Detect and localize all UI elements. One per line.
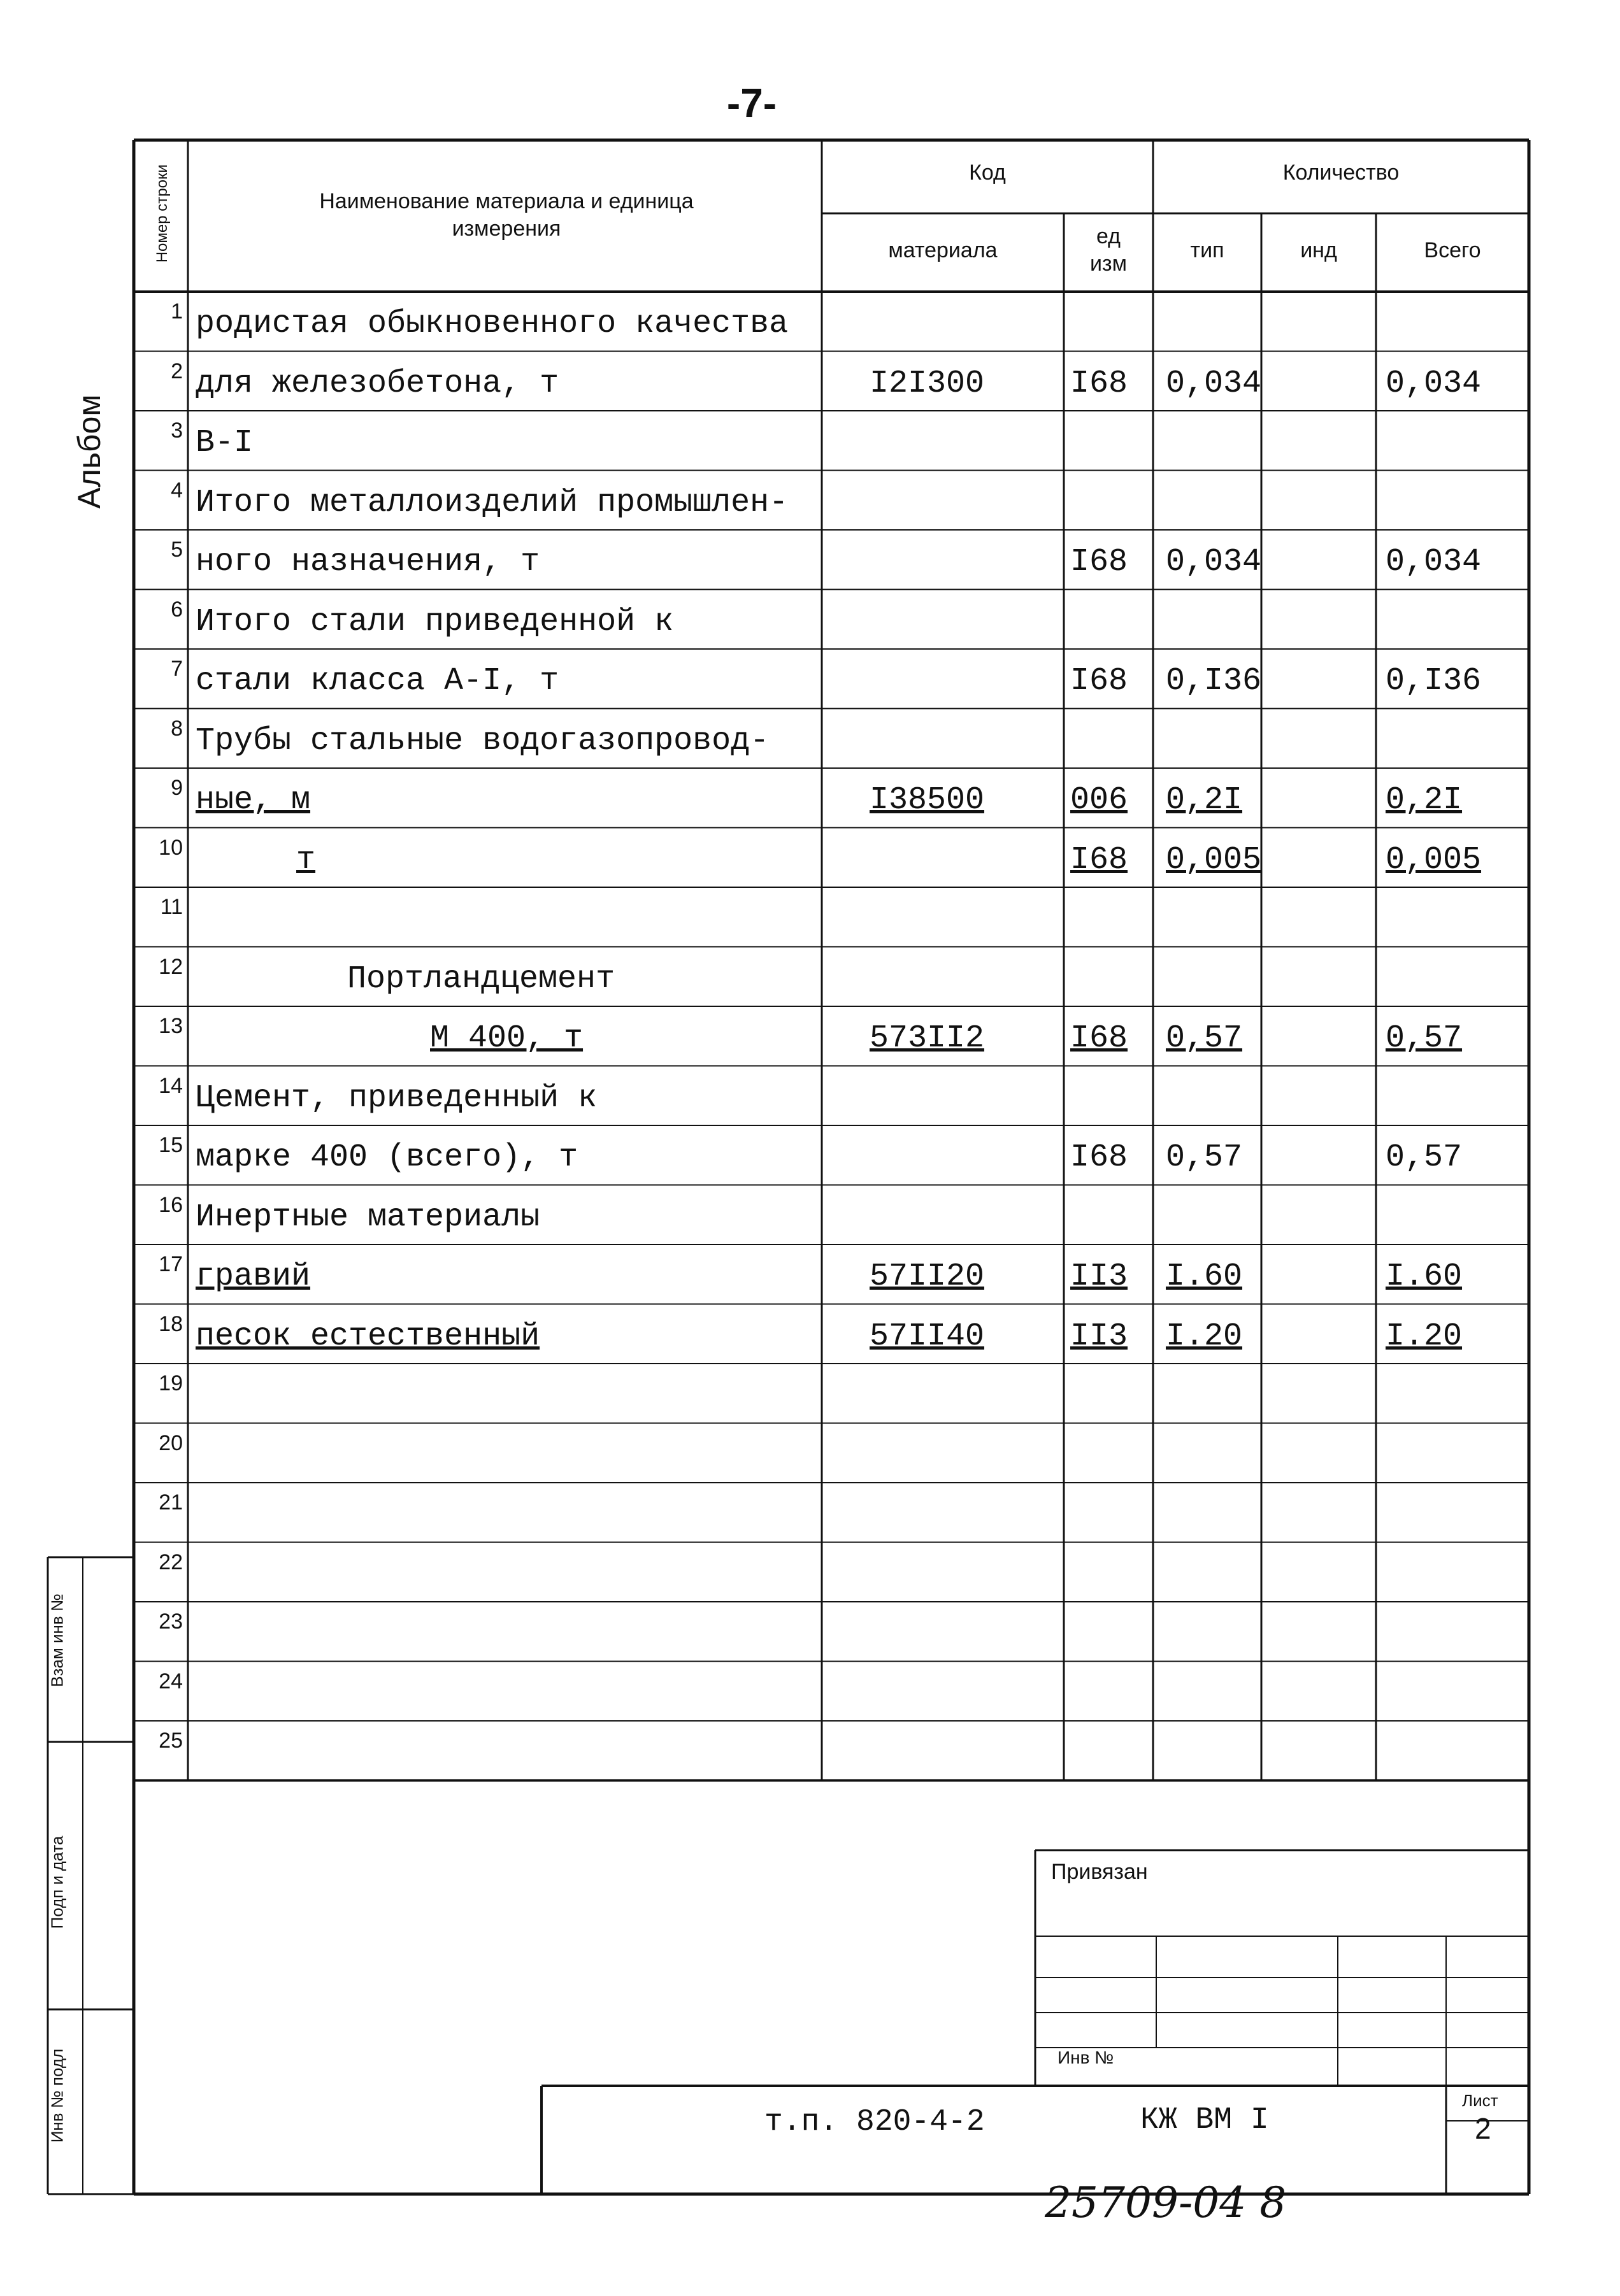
row-15-total: 0,57 <box>1386 1139 1463 1176</box>
row-14-number: 14 <box>159 1073 183 1098</box>
stamp-vzam-label: Взам инв № <box>47 1594 67 1687</box>
row-8-number: 8 <box>171 716 183 741</box>
row-5-number: 5 <box>171 538 183 562</box>
row-18-number: 18 <box>159 1311 183 1336</box>
row-17-total: I.60 <box>1386 1259 1463 1295</box>
row-7-typ: 0,I36 <box>1166 663 1262 699</box>
header-unit: ед изм <box>1090 224 1127 276</box>
title-block-privyazan: Привязан <box>1051 1860 1148 1884</box>
row-17-code: 57II20 <box>870 1259 985 1295</box>
row-3-name: В-I <box>196 425 254 461</box>
row-7-total: 0,I36 <box>1386 663 1482 699</box>
row-4-number: 4 <box>171 478 183 503</box>
row-15-name: марке 400 (всего), т <box>196 1139 578 1176</box>
row-9-unit: 006 <box>1070 782 1128 818</box>
page-number: -7- <box>726 80 777 126</box>
row-11-number: 11 <box>160 895 183 919</box>
row-4-name: Итого металлоизделий промышлен- <box>196 484 789 521</box>
row-10-number: 10 <box>159 835 183 860</box>
row-2-unit: I68 <box>1070 365 1128 402</box>
handwritten-archive-number: 25709-04 8 <box>1045 2178 1287 2227</box>
header-total: Всего <box>1424 238 1481 262</box>
row-6-number: 6 <box>171 597 183 622</box>
row-1-name: родистая обыкновенного качества <box>196 306 789 342</box>
row-17-unit: II3 <box>1070 1259 1128 1295</box>
header-quantity: Количество <box>1282 160 1400 185</box>
row-3-number: 3 <box>171 418 183 443</box>
row-10-total: 0,005 <box>1386 841 1482 878</box>
row-2-typ: 0,034 <box>1166 365 1262 402</box>
row-7-number: 7 <box>171 657 183 681</box>
row-19-number: 19 <box>159 1371 183 1395</box>
row-2-name: для железобетона, т <box>196 365 559 402</box>
row-18-total: I.20 <box>1386 1318 1463 1355</box>
row-18-unit: II3 <box>1070 1318 1128 1355</box>
row-16-number: 16 <box>159 1192 183 1217</box>
row-5-total: 0,034 <box>1386 544 1482 580</box>
header-ind: инд <box>1300 238 1337 262</box>
row-10-unit: I68 <box>1070 841 1128 878</box>
row-12-name: Портландцемент <box>347 960 615 997</box>
row-16-name: Инертные материалы <box>196 1199 540 1236</box>
row-13-number: 13 <box>159 1014 183 1038</box>
title-block-sheet-label: Лист <box>1462 2091 1498 2110</box>
row-13-name: М 400, т <box>430 1020 584 1057</box>
album-margin-label: Альбом <box>71 394 107 509</box>
row-9-number: 9 <box>171 776 183 800</box>
row-17-number: 17 <box>159 1252 183 1276</box>
row-5-name: ного назначения, т <box>196 544 540 580</box>
row-7-unit: I68 <box>1070 663 1128 699</box>
row-7-name: стали класса А-I, т <box>196 663 559 699</box>
row-18-typ: I.20 <box>1166 1318 1243 1355</box>
row-15-number: 15 <box>159 1133 183 1157</box>
title-block-doc-code: КЖ ВМ I <box>1140 2103 1269 2137</box>
row-10-name: т <box>296 841 316 878</box>
row-10-typ: 0,005 <box>1166 841 1262 878</box>
row-15-typ: 0,57 <box>1166 1139 1243 1176</box>
row-9-typ: 0,2I <box>1166 782 1243 818</box>
header-typ: тип <box>1190 238 1224 262</box>
row-9-code: I38500 <box>870 782 985 818</box>
row-6-name: Итого стали приведенной к <box>196 603 674 640</box>
row-8-name: Трубы стальные водогазопровод- <box>196 722 770 759</box>
row-9-name: ные, м <box>196 782 311 818</box>
row-20-number: 20 <box>159 1430 183 1455</box>
row-5-typ: 0,034 <box>1166 544 1262 580</box>
title-block-inv-no: Инв № <box>1057 2048 1114 2067</box>
row-22-number: 22 <box>159 1550 183 1574</box>
header-code: Код <box>969 160 1006 185</box>
row-17-name: гравий <box>196 1259 311 1295</box>
row-13-unit: I68 <box>1070 1020 1128 1057</box>
row-13-code: 573II2 <box>870 1020 985 1057</box>
row-13-typ: 0,57 <box>1166 1020 1243 1057</box>
row-25-number: 25 <box>159 1729 183 1753</box>
row-14-name: Цемент, приведенный к <box>196 1080 598 1116</box>
row-2-total: 0,034 <box>1386 365 1482 402</box>
title-block-sheet-no: 2 <box>1475 2112 1491 2145</box>
row-23-number: 23 <box>159 1609 183 1634</box>
header-name: Наименование материала и единица измерения <box>319 189 694 241</box>
row-18-name: песок естественный <box>196 1318 540 1355</box>
stamp-inv-label: Инв № подл <box>47 2048 67 2143</box>
header-row-number: Номер строки <box>153 164 171 263</box>
row-2-code: I2I300 <box>870 365 985 402</box>
row-2-number: 2 <box>171 359 183 383</box>
stamp-podp-label: Подп и дата <box>47 1836 67 1929</box>
row-1-number: 1 <box>171 299 183 324</box>
row-9-total: 0,2I <box>1386 782 1463 818</box>
header-material: материала <box>888 238 998 262</box>
row-24-number: 24 <box>159 1669 183 1693</box>
row-18-code: 57II40 <box>870 1318 985 1355</box>
title-block-designation: т.п. 820-4-2 <box>764 2105 985 2139</box>
row-13-total: 0,57 <box>1386 1020 1463 1057</box>
row-5-unit: I68 <box>1070 544 1128 580</box>
row-15-unit: I68 <box>1070 1139 1128 1176</box>
row-17-typ: I.60 <box>1166 1259 1243 1295</box>
row-21-number: 21 <box>159 1490 183 1515</box>
row-12-number: 12 <box>159 954 183 979</box>
